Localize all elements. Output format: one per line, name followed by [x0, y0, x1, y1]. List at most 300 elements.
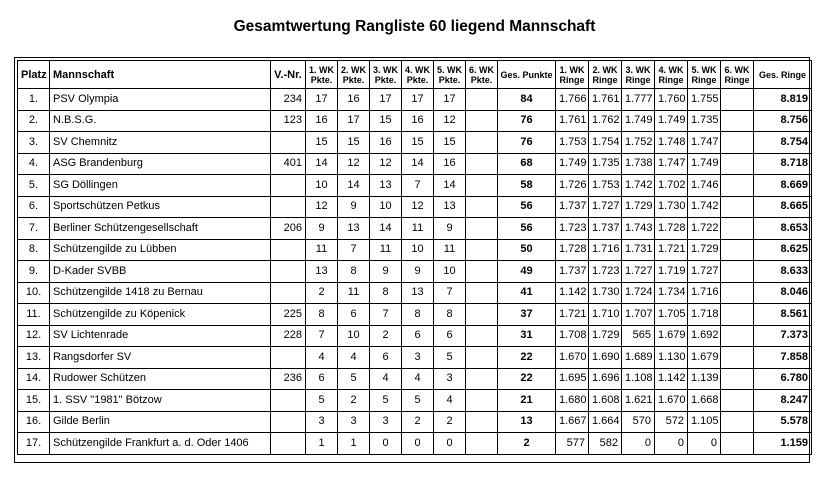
cell-wk-pkte-4: 12: [402, 196, 434, 218]
header-wk-ringe-4-line1: 4. WK: [658, 64, 684, 75]
cell-wk-ringe-5: 1.729: [688, 239, 721, 261]
header-wk-pkte-3-line1: 3. WK: [372, 64, 398, 75]
cell-wk-pkte-6: [466, 175, 498, 197]
cell-wk-ringe-4: 1.702: [655, 175, 688, 197]
cell-wk-ringe-3: 1.108: [622, 368, 655, 390]
table-row: [18, 433, 812, 455]
cell-wk-ringe-5: 1.718: [688, 304, 721, 326]
cell-ges-ringe: 1.159: [754, 433, 812, 455]
cell-vnr: 228: [271, 325, 306, 347]
cell-ges-ringe: 5.578: [754, 411, 812, 433]
cell-wk-ringe-5: 1.727: [688, 261, 721, 283]
cell-wk-ringe-4: 0: [655, 433, 688, 455]
header-ges-ringe: Ges. Ringe: [754, 61, 812, 89]
cell-wk-ringe-5: 1.716: [688, 282, 721, 304]
cell-wk-ringe-4: 1.730: [655, 196, 688, 218]
cell-wk-ringe-4: 1.760: [655, 89, 688, 111]
cell-wk-ringe-2: 1.727: [589, 196, 622, 218]
cell-wk-pkte-4: 2: [402, 411, 434, 433]
cell-wk-pkte-3: 10: [370, 196, 402, 218]
cell-ges-ringe: 7.373: [754, 325, 812, 347]
cell-platz: 17.: [18, 433, 50, 455]
cell-wk-ringe-4: 1.719: [655, 261, 688, 283]
cell-wk-pkte-3: 4: [370, 368, 402, 390]
cell-ges-ringe: 8.718: [754, 153, 812, 175]
header-wk-ringe-6-line2: Ringe: [724, 74, 750, 85]
cell-wk-ringe-6: [721, 390, 754, 412]
cell-wk-pkte-4: 16: [402, 110, 434, 132]
cell-wk-pkte-2: 2: [338, 390, 370, 412]
cell-mannschaft: 1. SSV "1981" Bötzow: [50, 390, 271, 412]
cell-wk-ringe-3: 570: [622, 411, 655, 433]
cell-wk-ringe-5: 0: [688, 433, 721, 455]
cell-mannschaft: Berliner Schützengesellschaft: [50, 218, 271, 240]
cell-vnr: [271, 390, 306, 412]
table-row: [18, 89, 812, 111]
cell-wk-pkte-4: 4: [402, 368, 434, 390]
cell-wk-pkte-5: 3: [434, 368, 466, 390]
cell-platz: 5.: [18, 175, 50, 197]
cell-wk-ringe-2: 1.690: [589, 347, 622, 369]
cell-ges-punkte: 41: [498, 282, 556, 304]
cell-wk-ringe-1: 1.670: [556, 347, 589, 369]
cell-ges-ringe: 8.247: [754, 390, 812, 412]
header-wk-pkte-1-line1: 1. WK: [308, 64, 334, 75]
cell-wk-pkte-3: 11: [370, 239, 402, 261]
cell-vnr: [271, 433, 306, 455]
header-wk-pkte-3-line2: Pkte.: [374, 74, 397, 85]
cell-wk-ringe-2: 1.716: [589, 239, 622, 261]
cell-wk-pkte-2: 5: [338, 368, 370, 390]
cell-wk-ringe-2: 1.754: [589, 132, 622, 154]
cell-mannschaft: D-Kader SVBB: [50, 261, 271, 283]
cell-wk-pkte-2: 7: [338, 239, 370, 261]
cell-vnr: [271, 282, 306, 304]
cell-wk-pkte-1: 4: [306, 347, 338, 369]
cell-wk-ringe-4: 1.734: [655, 282, 688, 304]
cell-wk-pkte-3: 17: [370, 89, 402, 111]
cell-wk-ringe-3: 0: [622, 433, 655, 455]
cell-platz: 4.: [18, 153, 50, 175]
cell-ges-ringe: 8.046: [754, 282, 812, 304]
cell-wk-ringe-2: 582: [589, 433, 622, 455]
table-row: [18, 390, 812, 412]
cell-wk-ringe-5: 1.742: [688, 196, 721, 218]
cell-wk-pkte-6: [466, 196, 498, 218]
header-wk-pkte-1: [306, 61, 338, 89]
cell-wk-ringe-3: 1.731: [622, 239, 655, 261]
cell-wk-ringe-4: 1.142: [655, 368, 688, 390]
cell-wk-ringe-1: 1.726: [556, 175, 589, 197]
cell-wk-pkte-2: 12: [338, 153, 370, 175]
cell-wk-pkte-1: 7: [306, 325, 338, 347]
cell-wk-pkte-2: 1: [338, 433, 370, 455]
cell-ges-punkte: 37: [498, 304, 556, 326]
cell-wk-pkte-5: 10: [434, 261, 466, 283]
cell-wk-ringe-3: 1.752: [622, 132, 655, 154]
cell-mannschaft: Rudower Schützen: [50, 368, 271, 390]
cell-mannschaft: Rangsdorfer SV: [50, 347, 271, 369]
cell-wk-ringe-3: 1.621: [622, 390, 655, 412]
cell-wk-pkte-5: 5: [434, 347, 466, 369]
cell-vnr: 123: [271, 110, 306, 132]
cell-ges-punkte: 76: [498, 110, 556, 132]
cell-wk-pkte-6: [466, 153, 498, 175]
cell-mannschaft: Schützengilde Frankfurt a. d. Oder 1406: [50, 433, 271, 455]
cell-ges-ringe: 8.561: [754, 304, 812, 326]
cell-wk-pkte-4: 6: [402, 325, 434, 347]
cell-wk-ringe-4: 1.721: [655, 239, 688, 261]
header-wk-ringe-3-line2: Ringe: [625, 74, 651, 85]
cell-ges-punkte: 58: [498, 175, 556, 197]
cell-wk-pkte-5: 17: [434, 89, 466, 111]
cell-wk-ringe-1: 1.142: [556, 282, 589, 304]
cell-ges-ringe: 8.756: [754, 110, 812, 132]
cell-wk-ringe-5: 1.749: [688, 153, 721, 175]
cell-wk-ringe-5: 1.679: [688, 347, 721, 369]
cell-wk-pkte-5: 15: [434, 132, 466, 154]
header-wk-pkte-5-line1: 5. WK: [436, 64, 462, 75]
cell-vnr: [271, 347, 306, 369]
cell-wk-pkte-1: 9: [306, 218, 338, 240]
header-wk-ringe-2-line1: 2. WK: [592, 64, 618, 75]
cell-wk-ringe-3: 1.729: [622, 196, 655, 218]
cell-wk-ringe-1: 1.708: [556, 325, 589, 347]
cell-wk-pkte-2: 3: [338, 411, 370, 433]
header-wk-ringe-6-line1: 6. WK: [724, 64, 750, 75]
cell-wk-ringe-5: 1.755: [688, 89, 721, 111]
cell-wk-pkte-4: 8: [402, 304, 434, 326]
cell-platz: 6.: [18, 196, 50, 218]
cell-wk-ringe-2: 1.761: [589, 89, 622, 111]
cell-wk-ringe-4: 1.670: [655, 390, 688, 412]
cell-wk-ringe-3: 1.777: [622, 89, 655, 111]
header-wk-ringe-5-line1: 5. WK: [691, 64, 717, 75]
cell-ges-ringe: 7.858: [754, 347, 812, 369]
cell-platz: 16.: [18, 411, 50, 433]
cell-ges-punkte: 21: [498, 390, 556, 412]
cell-ges-punkte: 84: [498, 89, 556, 111]
cell-vnr: 234: [271, 89, 306, 111]
cell-ges-punkte: 13: [498, 411, 556, 433]
cell-ges-punkte: 22: [498, 368, 556, 390]
cell-platz: 11.: [18, 304, 50, 326]
header-wk-pkte-6-line2: Pkte.: [470, 74, 493, 85]
cell-wk-ringe-6: [721, 282, 754, 304]
header-wk-ringe-4-line2: Ringe: [658, 74, 684, 85]
cell-wk-pkte-4: 9: [402, 261, 434, 283]
table-header: [18, 61, 812, 89]
cell-wk-pkte-4: 0: [402, 433, 434, 455]
cell-platz: 13.: [18, 347, 50, 369]
table-row: [18, 368, 812, 390]
cell-wk-ringe-6: [721, 218, 754, 240]
header-wk-pkte-4: [402, 61, 434, 89]
cell-wk-ringe-3: 1.749: [622, 110, 655, 132]
cell-wk-ringe-1: 1.766: [556, 89, 589, 111]
cell-wk-ringe-1: 577: [556, 433, 589, 455]
cell-wk-ringe-2: 1.710: [589, 304, 622, 326]
cell-wk-pkte-6: [466, 89, 498, 111]
cell-wk-pkte-1: 11: [306, 239, 338, 261]
table-row: [18, 218, 812, 240]
cell-wk-ringe-2: 1.737: [589, 218, 622, 240]
cell-wk-ringe-1: 1.680: [556, 390, 589, 412]
cell-wk-pkte-2: 11: [338, 282, 370, 304]
cell-wk-pkte-5: 16: [434, 153, 466, 175]
cell-wk-ringe-4: 1.749: [655, 110, 688, 132]
cell-ges-punkte: 50: [498, 239, 556, 261]
cell-wk-ringe-4: 1.747: [655, 153, 688, 175]
cell-vnr: 225: [271, 304, 306, 326]
cell-wk-ringe-2: 1.729: [589, 325, 622, 347]
cell-wk-pkte-3: 2: [370, 325, 402, 347]
cell-vnr: 236: [271, 368, 306, 390]
cell-ges-punkte: 2: [498, 433, 556, 455]
cell-wk-pkte-1: 16: [306, 110, 338, 132]
header-wk-pkte-4-line1: 4. WK: [404, 64, 430, 75]
cell-wk-pkte-5: 2: [434, 411, 466, 433]
cell-wk-ringe-1: 1.749: [556, 153, 589, 175]
cell-platz: 8.: [18, 239, 50, 261]
cell-wk-pkte-1: 2: [306, 282, 338, 304]
header-wk-ringe-1: [556, 61, 589, 89]
table-row: [18, 282, 812, 304]
cell-platz: 3.: [18, 132, 50, 154]
cell-ges-punkte: 31: [498, 325, 556, 347]
cell-wk-ringe-6: [721, 411, 754, 433]
cell-mannschaft: Schützengilde zu Köpenick: [50, 304, 271, 326]
header-wk-pkte-2-line2: Pkte.: [342, 74, 365, 85]
cell-wk-pkte-6: [466, 110, 498, 132]
cell-vnr: 206: [271, 218, 306, 240]
cell-wk-ringe-1: 1.737: [556, 261, 589, 283]
cell-wk-ringe-6: [721, 261, 754, 283]
cell-platz: 9.: [18, 261, 50, 283]
cell-wk-ringe-5: 1.668: [688, 390, 721, 412]
cell-wk-pkte-3: 13: [370, 175, 402, 197]
cell-wk-ringe-2: 1.762: [589, 110, 622, 132]
cell-wk-pkte-5: 11: [434, 239, 466, 261]
cell-wk-ringe-1: 1.667: [556, 411, 589, 433]
cell-wk-ringe-2: 1.696: [589, 368, 622, 390]
cell-wk-pkte-3: 12: [370, 153, 402, 175]
cell-wk-pkte-6: [466, 239, 498, 261]
cell-wk-ringe-6: [721, 347, 754, 369]
cell-ges-ringe: 8.665: [754, 196, 812, 218]
cell-mannschaft: SG Döllingen: [50, 175, 271, 197]
cell-wk-ringe-1: 1.728: [556, 239, 589, 261]
cell-wk-pkte-2: 4: [338, 347, 370, 369]
cell-wk-pkte-6: [466, 411, 498, 433]
table-row: [18, 132, 812, 154]
cell-wk-pkte-3: 8: [370, 282, 402, 304]
cell-platz: 10.: [18, 282, 50, 304]
cell-wk-pkte-6: [466, 390, 498, 412]
cell-wk-pkte-4: 5: [402, 390, 434, 412]
cell-wk-pkte-2: 17: [338, 110, 370, 132]
cell-wk-ringe-3: 1.738: [622, 153, 655, 175]
cell-wk-ringe-6: [721, 175, 754, 197]
cell-wk-ringe-6: [721, 239, 754, 261]
cell-wk-pkte-2: 13: [338, 218, 370, 240]
header-wk-pkte-3: [370, 61, 402, 89]
header-wk-ringe-3-line1: 3. WK: [625, 64, 651, 75]
cell-wk-ringe-3: 1.742: [622, 175, 655, 197]
cell-wk-ringe-1: 1.695: [556, 368, 589, 390]
header-wk-pkte-4-line2: Pkte.: [406, 74, 429, 85]
cell-ges-ringe: 8.754: [754, 132, 812, 154]
cell-wk-ringe-5: 1.746: [688, 175, 721, 197]
table-row: [18, 175, 812, 197]
cell-wk-pkte-3: 3: [370, 411, 402, 433]
cell-wk-ringe-4: 1.728: [655, 218, 688, 240]
cell-wk-ringe-6: [721, 153, 754, 175]
cell-wk-ringe-4: 1.130: [655, 347, 688, 369]
cell-platz: 7.: [18, 218, 50, 240]
header-wk-ringe-5: [688, 61, 721, 89]
cell-platz: 12.: [18, 325, 50, 347]
table-row: [18, 325, 812, 347]
cell-wk-ringe-4: 572: [655, 411, 688, 433]
cell-wk-ringe-5: 1.735: [688, 110, 721, 132]
cell-wk-pkte-5: 14: [434, 175, 466, 197]
header-wk-pkte-5: [434, 61, 466, 89]
header-mannschaft: Mannschaft: [50, 61, 271, 89]
cell-wk-pkte-4: 3: [402, 347, 434, 369]
cell-platz: 14.: [18, 368, 50, 390]
table-row: [18, 411, 812, 433]
cell-wk-ringe-5: 1.722: [688, 218, 721, 240]
cell-mannschaft: SV Chemnitz: [50, 132, 271, 154]
cell-wk-ringe-4: 1.679: [655, 325, 688, 347]
cell-wk-pkte-5: 13: [434, 196, 466, 218]
cell-wk-pkte-2: 6: [338, 304, 370, 326]
cell-wk-pkte-3: 9: [370, 261, 402, 283]
table-row: [18, 239, 812, 261]
cell-wk-pkte-6: [466, 347, 498, 369]
cell-ges-punkte: 22: [498, 347, 556, 369]
header-wk-pkte-6: [466, 61, 498, 89]
table-row: [18, 196, 812, 218]
header-wk-ringe-6: [721, 61, 754, 89]
header-row: [18, 61, 812, 89]
cell-wk-pkte-1: 13: [306, 261, 338, 283]
header-wk-ringe-1-line1: 1. WK: [559, 64, 585, 75]
header-ges-punkte: Ges. Punkte: [498, 61, 556, 89]
cell-mannschaft: Sportschützen Petkus: [50, 196, 271, 218]
cell-wk-pkte-1: 1: [306, 433, 338, 455]
cell-wk-pkte-4: 17: [402, 89, 434, 111]
cell-vnr: [271, 196, 306, 218]
cell-mannschaft: Schützengilde zu Lübben: [50, 239, 271, 261]
cell-wk-pkte-1: 14: [306, 153, 338, 175]
cell-wk-pkte-1: 8: [306, 304, 338, 326]
cell-wk-pkte-6: [466, 282, 498, 304]
header-wk-pkte-2-line1: 2. WK: [340, 64, 366, 75]
table-row: [18, 261, 812, 283]
cell-ges-ringe: 8.669: [754, 175, 812, 197]
cell-mannschaft: PSV Olympia: [50, 89, 271, 111]
cell-wk-pkte-6: [466, 325, 498, 347]
cell-wk-pkte-5: 0: [434, 433, 466, 455]
header-wk-ringe-2: [589, 61, 622, 89]
cell-ges-ringe: 8.819: [754, 89, 812, 111]
cell-wk-ringe-1: 1.761: [556, 110, 589, 132]
cell-mannschaft: SV Lichtenrade: [50, 325, 271, 347]
cell-wk-ringe-3: 1.727: [622, 261, 655, 283]
cell-wk-pkte-4: 10: [402, 239, 434, 261]
cell-wk-ringe-1: 1.723: [556, 218, 589, 240]
cell-wk-ringe-4: 1.705: [655, 304, 688, 326]
cell-wk-pkte-4: 13: [402, 282, 434, 304]
cell-platz: 1.: [18, 89, 50, 111]
cell-ges-punkte: 56: [498, 218, 556, 240]
cell-wk-ringe-2: 1.730: [589, 282, 622, 304]
cell-wk-ringe-2: 1.723: [589, 261, 622, 283]
cell-wk-pkte-3: 15: [370, 110, 402, 132]
cell-wk-ringe-3: 565: [622, 325, 655, 347]
cell-wk-pkte-5: 7: [434, 282, 466, 304]
cell-wk-pkte-3: 14: [370, 218, 402, 240]
cell-vnr: [271, 411, 306, 433]
cell-wk-pkte-3: 5: [370, 390, 402, 412]
cell-wk-pkte-6: [466, 368, 498, 390]
cell-wk-ringe-6: [721, 433, 754, 455]
table-row: [18, 304, 812, 326]
cell-platz: 2.: [18, 110, 50, 132]
cell-ges-punkte: 76: [498, 132, 556, 154]
cell-wk-pkte-4: 14: [402, 153, 434, 175]
cell-wk-pkte-2: 9: [338, 196, 370, 218]
cell-wk-ringe-2: 1.664: [589, 411, 622, 433]
cell-wk-pkte-1: 5: [306, 390, 338, 412]
cell-wk-ringe-3: 1.743: [622, 218, 655, 240]
cell-ges-ringe: 6.780: [754, 368, 812, 390]
header-platz: Platz: [18, 61, 50, 89]
cell-wk-ringe-2: 1.753: [589, 175, 622, 197]
cell-wk-ringe-4: 1.748: [655, 132, 688, 154]
cell-wk-pkte-2: 15: [338, 132, 370, 154]
header-wk-ringe-5-line2: Ringe: [691, 74, 717, 85]
cell-vnr: 401: [271, 153, 306, 175]
cell-mannschaft: Schützengilde 1418 zu Bernau: [50, 282, 271, 304]
cell-wk-pkte-3: 16: [370, 132, 402, 154]
header-wk-pkte-5-line2: Pkte.: [438, 74, 461, 85]
cell-wk-ringe-6: [721, 132, 754, 154]
cell-ges-ringe: 8.625: [754, 239, 812, 261]
cell-wk-pkte-6: [466, 261, 498, 283]
table-body: [18, 89, 812, 455]
cell-mannschaft: Gilde Berlin: [50, 411, 271, 433]
cell-wk-pkte-2: 16: [338, 89, 370, 111]
cell-ges-punkte: 68: [498, 153, 556, 175]
cell-wk-ringe-1: 1.753: [556, 132, 589, 154]
cell-wk-pkte-1: 6: [306, 368, 338, 390]
cell-vnr: [271, 239, 306, 261]
table-row: [18, 110, 812, 132]
cell-wk-ringe-6: [721, 196, 754, 218]
cell-wk-pkte-1: 12: [306, 196, 338, 218]
cell-wk-pkte-4: 7: [402, 175, 434, 197]
cell-ges-ringe: 8.653: [754, 218, 812, 240]
cell-ges-punkte: 49: [498, 261, 556, 283]
header-wk-pkte-2: [338, 61, 370, 89]
cell-vnr: [271, 175, 306, 197]
cell-vnr: [271, 132, 306, 154]
cell-wk-pkte-6: [466, 218, 498, 240]
header-wk-ringe-1-line2: Ringe: [559, 74, 585, 85]
